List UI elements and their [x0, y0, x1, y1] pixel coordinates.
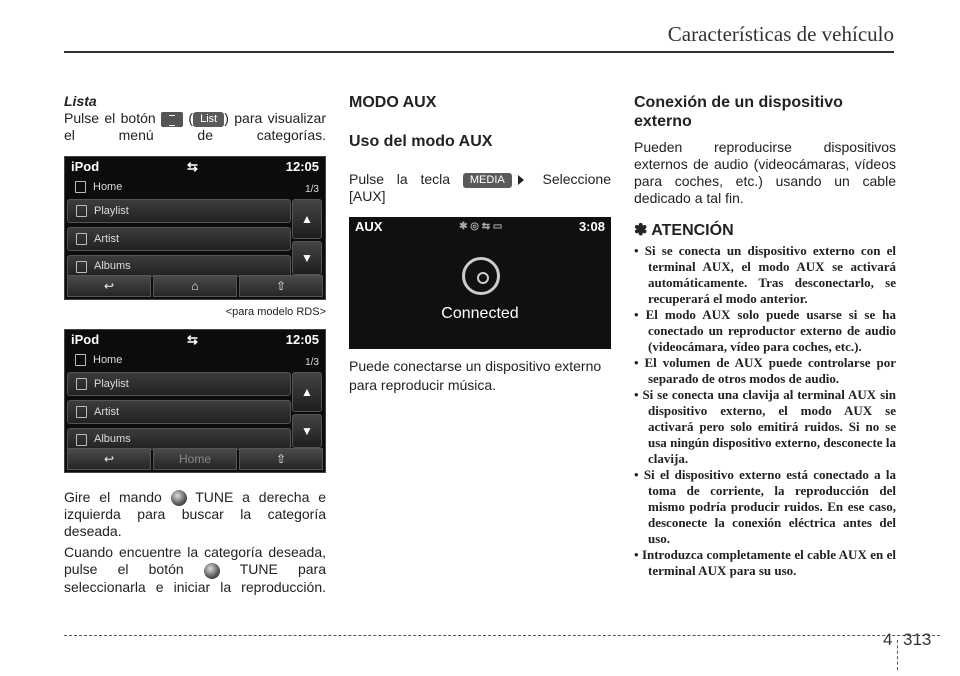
album-icon — [76, 434, 87, 446]
usb-icon: ⇆ — [187, 158, 198, 174]
ipod-screen-2: iPod ⇆ 12:05 Home 1/3 Playlist Artist Albums ▲ ▼ ↩ Home ⇧ — [64, 329, 326, 473]
media-button-label: MEDIA — [463, 173, 512, 188]
screen-toolbar — [67, 275, 323, 297]
playlist-icon — [76, 378, 87, 390]
disc-icon — [462, 257, 500, 295]
home-label: Home — [153, 448, 237, 470]
aux-screen: AUX ✱ ◎ ⇆ ▭ 3:08 Connected — [349, 217, 611, 349]
tune-knob-icon — [204, 563, 220, 579]
scroll-up-icon: ▲ — [292, 199, 322, 239]
playlist-icon — [76, 205, 87, 217]
chapter-number: 4 — [883, 630, 893, 649]
screen-toolbar — [67, 448, 323, 470]
list-item: • Si se conecta una clavija al terminal AUX sin dispositivo externo, el modo AUX se activará pero solo emitirá ruidos. Si no se usa ningún dispositivo externo, desconecte la clavija. — [634, 387, 896, 466]
attention-heading: ✽ ATENCIÓN — [634, 222, 734, 239]
list-item: • El volumen de AUX puede controlarse por separado de otros modos de audio. — [634, 355, 896, 386]
list-item: Artist — [67, 400, 291, 424]
paragraph-media: Pulse la tecla MEDIA Seleccione [AUX] — [349, 171, 612, 204]
list-item: Albums — [67, 255, 291, 277]
running-header: Características de vehículo — [667, 22, 894, 46]
artist-icon — [76, 406, 87, 418]
back-icon: ↩ — [67, 448, 151, 470]
album-icon — [76, 261, 87, 273]
home-row: Home — [67, 177, 291, 197]
paragraph-external: Puede conectarse un dispositivo externo para reproducir música. — [349, 358, 602, 393]
list-item: • El modo AUX solo puede usarse si se ha conectado un reproductor externo de audio (videocámara, vídeo para coches, etc.). — [634, 307, 896, 354]
folder-icon — [75, 181, 86, 193]
list-item: Playlist — [67, 372, 291, 396]
connection-status: Connected — [441, 305, 519, 322]
attention-list — [634, 243, 896, 579]
subsection-heading-aux: Uso del modo AUX — [349, 133, 493, 150]
list-item: • Introduzca completamente el cable AUX en el terminal AUX para su uso. — [634, 547, 896, 578]
footer-rule — [64, 635, 940, 636]
section-subtitle: Lista — [64, 93, 97, 109]
artist-icon — [76, 233, 87, 245]
column-3 — [634, 93, 896, 579]
home-icon: ⌂ — [153, 275, 237, 297]
paragraph-tune-press: Cuando encuentre la categoría deseada, pulse el botón TUNE para seleccionarla e iniciar la reproducción. — [64, 544, 326, 595]
folder-up-icon: ⇧ — [239, 448, 323, 470]
tune-knob-icon — [171, 490, 187, 506]
column-2 — [349, 93, 611, 395]
list-button-label: List — [193, 112, 224, 127]
ipod-screen-1: iPod ⇆ 12:05 Home 1/3 Playlist Artist Albums ▲ ▼ ↩ ⌂ ⇧ — [64, 156, 326, 300]
scroll-down-icon: ▼ — [292, 414, 322, 448]
folder-icon — [75, 354, 86, 366]
list-button-icon — [161, 112, 183, 127]
list-item: Artist — [67, 227, 291, 251]
scroll-down-icon: ▼ — [292, 241, 322, 275]
page-number-separator — [897, 640, 898, 670]
paragraph-devices: Pueden reproducirse dispositivos externos de audio (videocámaras, vídeos para coches, etc.) usando un cable dedicado a tal fin. — [634, 139, 896, 206]
paragraph-tune-turn: Gire el mando TUNE a derecha e izquierda para buscar la categoría deseada. — [64, 489, 326, 540]
back-icon: ↩ — [67, 275, 151, 297]
paragraph-list: Pulse el botón ( List ) para visualizar el menú de categorías. — [64, 110, 326, 143]
list-item: Playlist — [67, 199, 291, 223]
list-item: Albums — [67, 428, 291, 450]
column-1 — [64, 93, 326, 596]
list-item: • Si el dispositivo externo está conectado a la toma de corriente, la reproducción del mismo podría producir ruidos. En ese caso, desconecte la conexión eléctrica antes del uso. — [634, 467, 896, 546]
header-rule — [64, 51, 894, 53]
usb-icon: ⇆ — [187, 331, 198, 347]
home-row: Home — [67, 350, 291, 370]
list-item: • Si se conecta un dispositivo externo con el terminal AUX, el modo AUX se activará automáticamente. Tras desconectarlo, se recuperará el modo anterior. — [634, 243, 896, 306]
figure-caption: <para modelo RDS> — [225, 306, 326, 318]
scroll-up-icon: ▲ — [292, 372, 322, 412]
section-heading-connection: Conexión de un dispositivo externo — [634, 94, 843, 130]
folder-up-icon: ⇧ — [239, 275, 323, 297]
arrow-right-icon — [518, 175, 524, 185]
section-heading-aux: MODO AUX — [349, 94, 437, 111]
page-number: 313 — [903, 630, 932, 649]
status-icons: ✱ ◎ ⇆ ▭ — [459, 220, 503, 232]
